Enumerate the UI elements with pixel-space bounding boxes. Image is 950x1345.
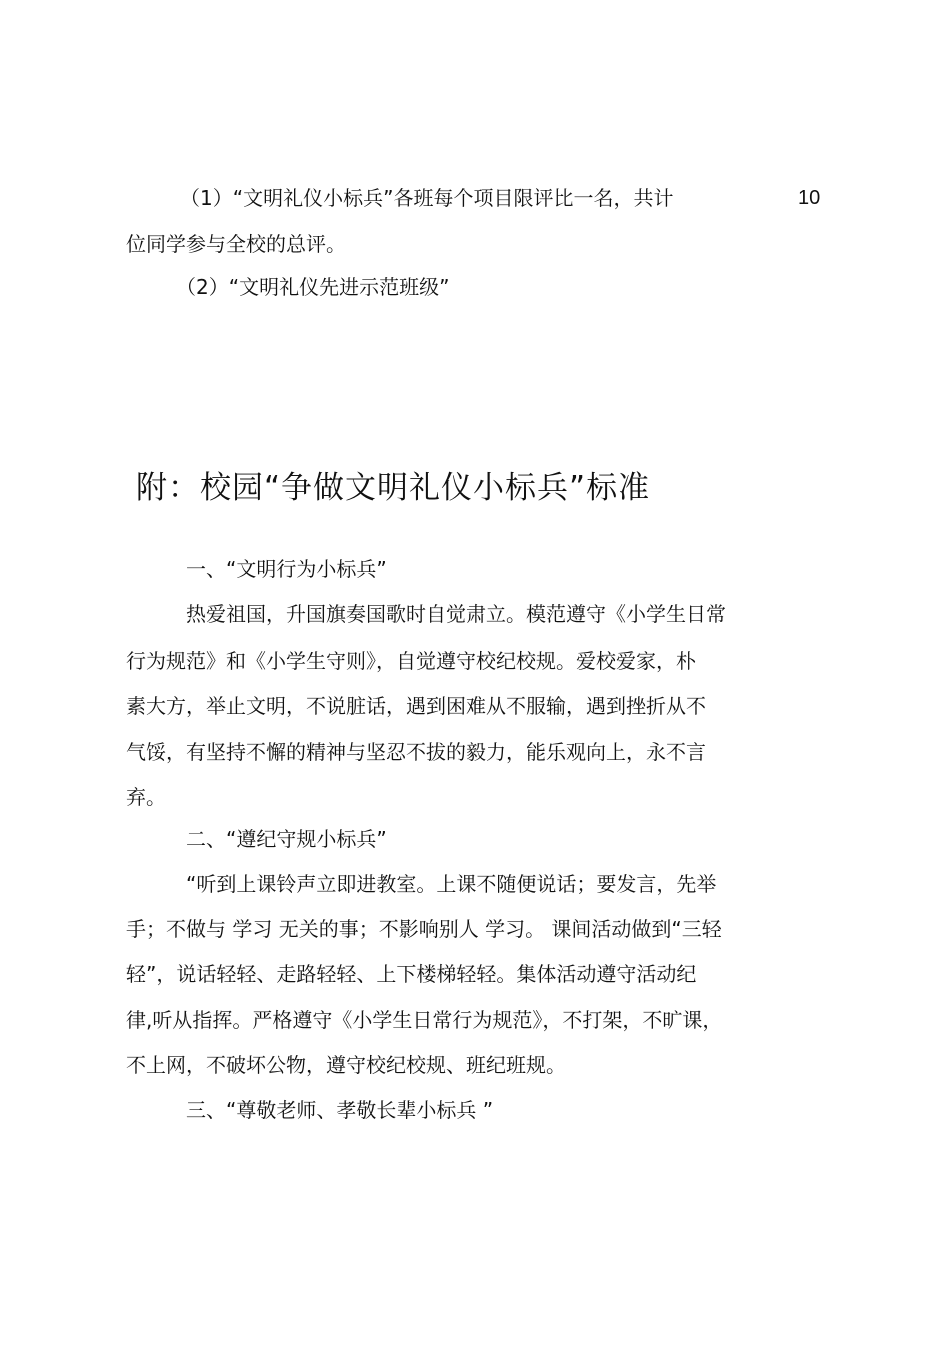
section-1-line: 气馁，有坚持不懈的精神与坚忍不拔的毅力，能乐观向上，永不言	[126, 740, 706, 764]
section-1-line: 行为规范》和《小学生守则》，自觉遵守校纪校规。爱校爱家，朴	[126, 649, 696, 673]
appendix-title: 附：校园“争做文明礼仪小标兵”标准	[136, 470, 651, 506]
section-2-line: 手；不做与 学习 无关的事；不影响别人 学习。 课间活动做到“三轻	[126, 917, 722, 941]
section-2-line: 轻”，说话轻轻、走路轻轻、上下楼梯轻轻。集体活动遵守活动纪	[126, 962, 697, 986]
section-1-heading: 一、“文明行为小标兵”	[186, 557, 387, 581]
section-1-line: 弃。	[126, 785, 166, 809]
item-1-line-1: （1）“文明礼仪小标兵”各班每个项目限评比一名，共计	[180, 186, 674, 210]
item-2: （2）“文明礼仪先进示范班级”	[176, 275, 450, 299]
section-2-heading: 二、“遵纪守规小标兵”	[186, 827, 387, 851]
section-2-line: “听到上课铃声立即进教室。上课不随便说话；要发言，先举	[186, 872, 717, 896]
section-1-line: 热爱祖国，升国旗奏国歌时自觉肃立。模范遵守《小学生日常	[186, 602, 726, 626]
section-3-heading: 三、“尊敬老师、孝敬长辈小标兵 ”	[186, 1098, 494, 1122]
section-2-line: 不上网，不破坏公物，遵守校纪校规、班纪班规。	[126, 1053, 566, 1077]
item-1-line-2: 位同学参与全校的总评。	[126, 232, 346, 256]
section-1-line: 素大方，举止文明，不说脏话，遇到困难从不服输，遇到挫折从不	[126, 694, 706, 718]
item-1-number: 10	[798, 187, 821, 209]
section-2-line: 律,听从指挥。严格遵守《小学生日常行为规范》，不打架，不旷课，	[126, 1008, 723, 1032]
